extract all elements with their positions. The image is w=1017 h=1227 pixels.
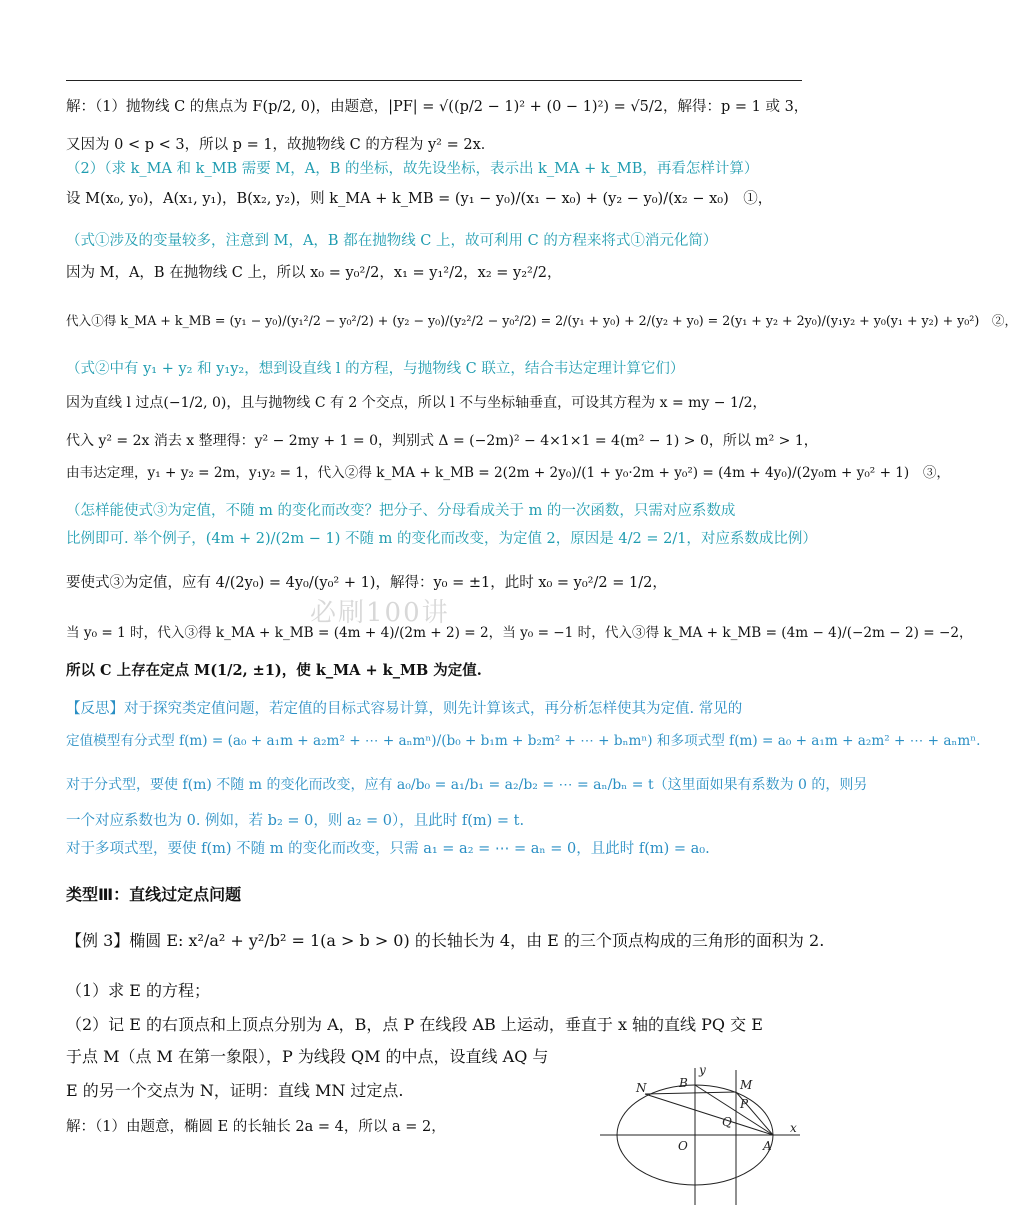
solution-line-3: 设 M(x₀, y₀)，A(x₁, y₁)，B(x₂, y₂)，则 k_MA + k_MB = (y₁ − y₀)/(x₁ − x₀) + (y₂ − y₀)/(x₂ − x₀) ①， [66,191,773,207]
hint-line-5: 比例即可. 举个例子，(4m + 2)/(2m − 1) 不随 m 的变化而改变，为定值 2，原因是 4/2 = 2/1，对应系数成比例） [66,531,817,547]
label-q: Q [722,1115,732,1129]
hint-line-4: （怎样能使式③为定值，不随 m 的变化而改变？把分子、分母看成关于 m 的一次函数，只需对应系数成 [66,503,736,519]
label-y: y [699,1063,706,1077]
solution-line-8: 由韦达定理，y₁ + y₂ = 2m，y₁y₂ = 1，代入②得 k_MA + k_MB = 2(2m + 2y₀)/(1 + y₀·2m + y₀²) = (4m + 4y₀)/(2y₀m + y₀² + 1) ③， [66,465,951,481]
top-rule [66,80,802,81]
solution-line-10: 当 y₀ = 1 时，代入③得 k_MA + k_MB = (4m + 4)/(2m + 2) = 2，当 y₀ = −1 时，代入③得 k_MA + k_MB = (4m − 4)/(−2m − 2) = −2， [66,625,973,641]
hint-line-2: （式①涉及的变量较多，注意到 M，A，B 都在抛物线 C 上，故可利用 C 的方程来将式①消元化简） [66,233,718,249]
example-3-solution-line-1: 解：（1）由题意，椭圆 E 的长轴长 2a = 4，所以 a = 2， [66,1119,446,1135]
label-p: P [740,1097,749,1111]
solution-line-6: 因为直线 l 过点(−1/2, 0)，且与抛物线 C 有 2 个交点，所以 l 不与坐标轴垂直，可设其方程为 x = my − 1/2， [66,395,767,411]
label-x: x [790,1121,797,1135]
line-mn [645,1092,736,1094]
example-3-part-1: （1）求 E 的方程； [66,981,211,1000]
watermark: 必刷100讲 [310,598,450,628]
label-a: A [763,1139,772,1153]
ellipse-figure [600,1060,810,1210]
reflection-line-3: 对于分式型，要使 f(m) 不随 m 的变化而改变，应有 a₀/b₀ = a₁/b₁ = a₂/b₂ = ⋯ = aₙ/bₙ = t（这里面如果有系数为 0 的，则另 [66,777,868,793]
label-m: M [740,1078,753,1092]
example-3-part-2-line-3: E 的另一个交点为 N，证明：直线 MN 过定点. [66,1081,404,1100]
solution-line-2: 又因为 0 < p < 3，所以 p = 1，故抛物线 C 的方程为 y² = 2x． [66,137,496,153]
label-n: N [636,1081,647,1095]
line-na [645,1094,773,1135]
solution-conclusion: 所以 C 上存在定点 M(1/2, ±1)，使 k_MA + k_MB 为定值. [66,662,482,679]
reflection-line-1: 【反思】对于探究类定值问题，若定值的目标式容易计算，则先计算该式，再分析怎样使其为定值. 常见的 [66,701,743,717]
hint-line-3: （式②中有 y₁ + y₂ 和 y₁y₂，想到设直线 l 的方程，与抛物线 C 联立，结合韦达定理计算它们） [66,361,685,377]
example-3-part-2-line-1: （2）记 E 的右顶点和上顶点分别为 A，B，点 P 在线段 AB 上运动，垂直于 x 轴的直线 PQ 交 E [66,1015,763,1034]
reflection-line-4: 一个对应系数也为 0. 例如，若 b₂ = 0，则 a₂ = 0），且此时 f(m) = t. [66,813,525,829]
hint-line-1: （2）（求 k_MA 和 k_MB 需要 M，A，B 的坐标，故先设坐标，表示出 k_MA + k_MB，再看怎样计算） [66,161,759,177]
reflection-line-2: 定值模型有分式型 f(m) = (a₀ + a₁m + a₂m² + ⋯ + aₙmⁿ)/(b₀ + b₁m + b₂m² + ⋯ + bₙmⁿ) 和多项式型 f(m) = a₀ + a₁m + a₂m² + ⋯ + aₙmⁿ. [66,733,981,749]
reflection-line-5: 对于多项式型，要使 f(m) 不随 m 的变化而改变，只需 a₁ = a₂ = ⋯ = aₙ = 0，且此时 f(m) = a₀. [66,841,710,857]
solution-line-7: 代入 y² = 2x 消去 x 整理得：y² − 2my + 1 = 0，判别式 Δ = (−2m)² − 4×1×1 = 4(m² − 1) > 0，所以 m² > 1， [66,433,818,449]
solution-line-4: 因为 M，A，B 在抛物线 C 上，所以 x₀ = y₀²/2，x₁ = y₁²/2，x₂ = y₂²/2， [66,265,562,281]
solution-line-1: 解：（1）抛物线 C 的焦点为 F(p/2, 0)，由题意，|PF| = √((p/2 − 1)² + (0 − 1)²) = √5/2，解得：p = 1 或 3， [66,99,809,115]
label-o: O [678,1139,688,1153]
solution-line-5: 代入①得 k_MA + k_MB = (y₁ − y₀)/(y₁²/2 − y₀²/2) + (y₂ − y₀)/(y₂²/2 − y₀²/2) = 2/(y₁ + y₀) + 2/(y₂ + y₀) = 2(y₁ + y₂ + 2y₀)/(y₁y₂ + y₀(y₁ + y₂) + y₀²) ②， [66,313,1017,328]
example-3-statement: 【例 3】椭圆 E: x²/a² + y²/b² = 1(a > b > 0) 的长轴长为 4，由 E 的三个顶点构成的三角形的面积为 2. [66,931,825,950]
example-3-part-2-line-2: 于点 M（点 M 在第一象限），P 为线段 QM 的中点，设直线 AQ 与 [66,1047,549,1066]
solution-line-9: 要使式③为定值，应有 4/(2y₀) = 4y₀/(y₀² + 1)，解得：y₀ = ±1，此时 x₀ = y₀²/2 = 1/2， [66,575,667,591]
label-b: B [679,1076,688,1090]
section-heading: 类型Ⅲ：直线过定点问题 [66,885,242,904]
